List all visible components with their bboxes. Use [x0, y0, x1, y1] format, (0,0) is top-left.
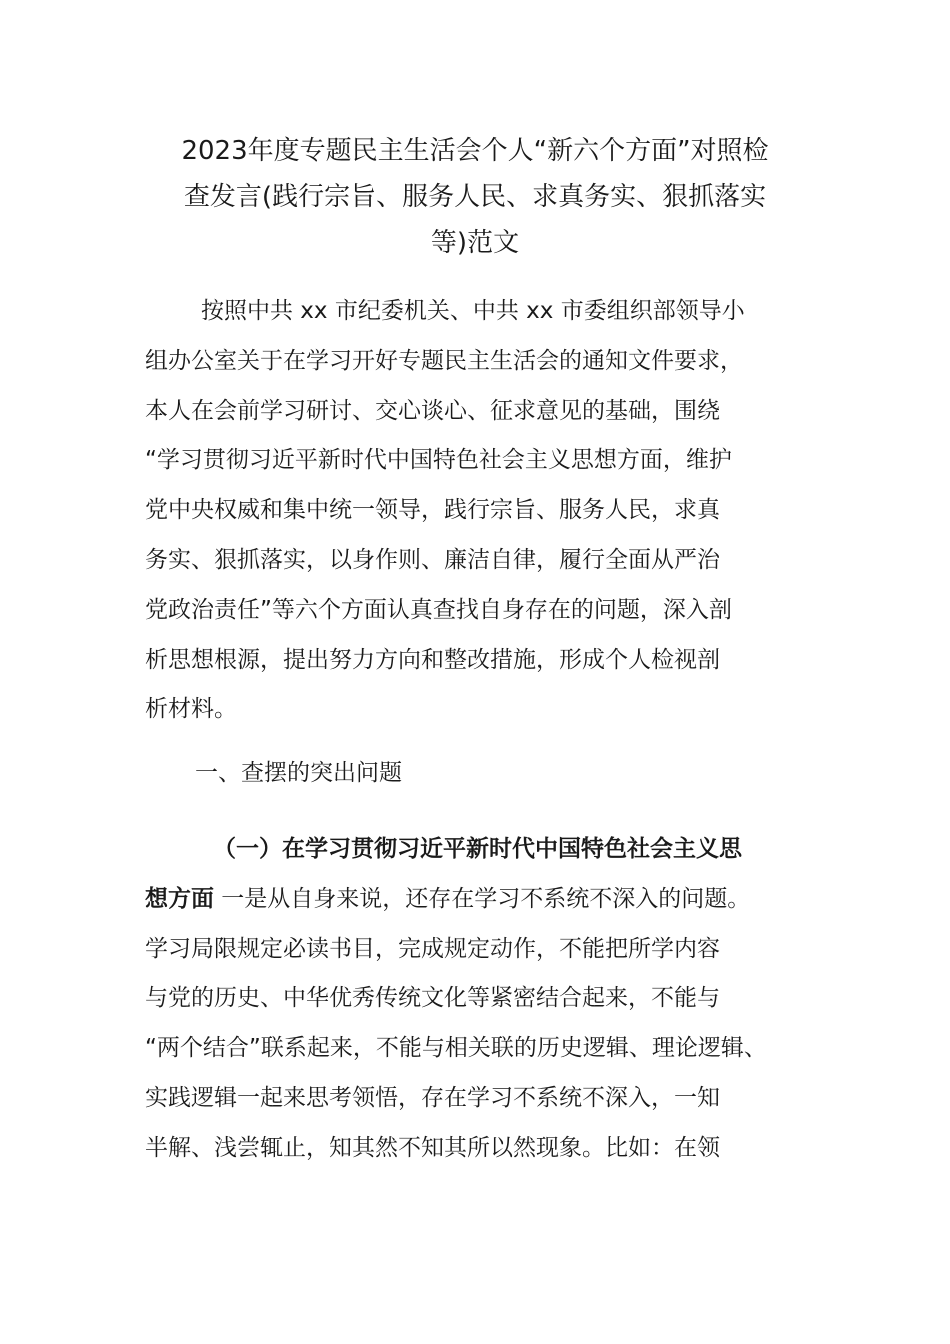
intro-line: 按照中共 xx 市纪委机关、中共 xx 市委组织部领导小 [201, 298, 745, 324]
subsection-heading: （一）在学习贯彻习近平新时代中国特色社会主义思 [213, 836, 742, 862]
intro-line: 党政治责任”等六个方面认真查找自身存在的问题，深入剖 [145, 596, 732, 623]
intro-line: 析思想根源，提出努力方向和整改措施，形成个人检视剖 [145, 646, 720, 673]
intro-line: “学习贯彻习近平新时代中国特色社会主义思想方面，维护 [145, 447, 732, 474]
document-title [145, 128, 805, 266]
intro-line: 党中央权威和集中统一领导，践行宗旨、服务人民，求真 [145, 497, 720, 524]
intro-line: 本人在会前学习研讨、交心谈心、征求意见的基础，围绕 [145, 397, 720, 424]
subsection-paragraph [145, 825, 825, 1174]
subsection-line: 实践逻辑一起来思考领悟，存在学习不系统不深入，一知 [145, 1084, 720, 1111]
section-heading: 一、查摆的突出问题 [195, 760, 402, 786]
intro-line: 组办公室关于在学习开好专题民主生活会的通知文件要求， [145, 347, 743, 374]
subsection-line: 半解、浅尝辄止，知其然不知其所以然现象。比如：在领 [145, 1134, 720, 1161]
subsection-line: 学习局限规定必读书目，完成规定动作，不能把所学内容 [145, 935, 720, 962]
subsection-text: 一是从自身来说，还存在学习不系统不深入的问题。 [214, 885, 751, 912]
subsection-line: 与党的历史、中华优秀传统文化等紧密结合起来，不能与 [145, 985, 720, 1012]
subsection-heading-tail: 想方面 [145, 885, 214, 912]
intro-paragraph [145, 287, 825, 735]
subsection-line [145, 875, 825, 925]
title-line: 2023年度专题民主生活会个人“新六个方面”对照检 [181, 136, 769, 166]
title-line: 等)范文 [430, 228, 520, 258]
intro-line: 析材料。 [145, 696, 237, 723]
intro-line: 务实、狠抓落实，以身作则、廉洁自律，履行全面从严治 [145, 546, 720, 573]
title-line: 查发言(践行宗旨、服务人民、求真务实、狠抓落实 [183, 182, 767, 212]
subsection-line: “两个结合”联系起来，不能与相关联的历史逻辑、理论逻辑、 [145, 1035, 767, 1062]
